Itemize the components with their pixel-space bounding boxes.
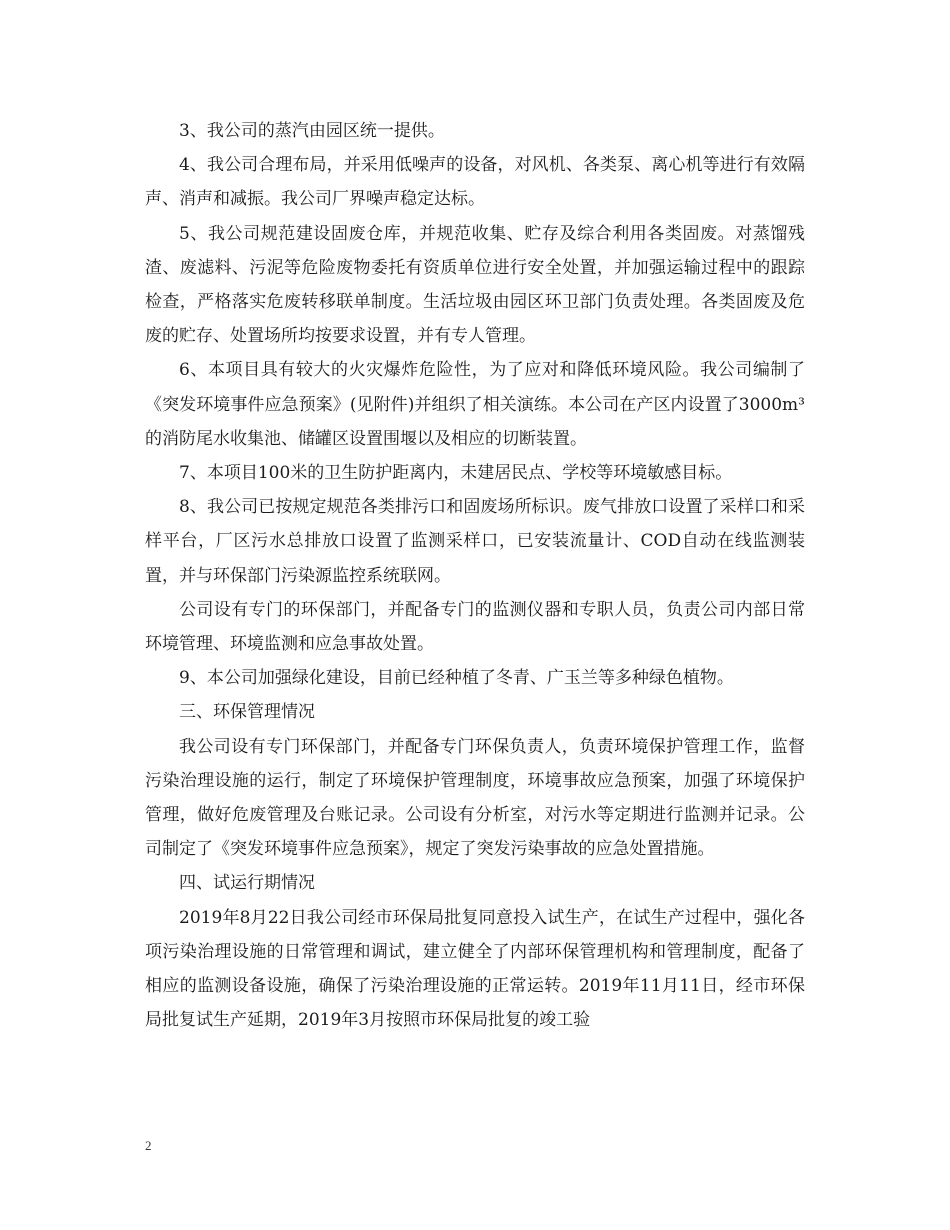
document-body (145, 114, 805, 1037)
paragraph-item-7-protection-distance: 7、本项目100米的卫生防护距离内，未建居民点、学校等环境敏感目标。 (179, 463, 733, 484)
paragraph-env-department: 公司设有专门的环保部门，并配备专门的监测仪器和专职人员，负责公司内部日常环境管理、环境监测和应急事故处置。 (145, 599, 805, 655)
paragraph-item-9-greening: 9、本公司加强绿化建设，目前已经种植了冬青、广玉兰等多种绿色植物。 (179, 668, 734, 689)
paragraph-item-8-outlets: 8、我公司已按规定规范各类排污口和固废场所标识。废气排放口设置了采样口和采样平台，厂区污水总排放口设置了监测采样口，已安装流量计、COD自动在线监测装置，并与环保部门污染源监控系统联网。 (145, 497, 805, 586)
paragraph-item-4-noise: 4、我公司合理布局，并采用低噪声的设备，对风机、各类泵、离心机等进行有效隔声、消声和减振。我公司厂界噪声稳定达标。 (145, 155, 805, 210)
paragraph-trial-operation: 2019年8月22日我公司经市环保局批复同意投入试生产，在试生产过程中，强化各项污染治理设施的日常管理和调试，建立健全了内部环保管理机构和管理制度，配备了相应的监测设备设施，确保了污染治理设施的正常运转。2019年11月11日，经市环保局批复试生产延期，2019年3月按照市环保局批复的竣工验 (145, 907, 805, 1031)
paragraph-item-3-steam: 3、我公司的蒸汽由园区统一提供。 (179, 121, 445, 141)
section-heading-env-management: 三、环保管理情况 (179, 702, 315, 723)
section-heading-trial-operation: 四、试运行期情况 (179, 873, 315, 894)
page-number: 2 (145, 1138, 152, 1153)
paragraph-env-management: 我公司设有专门环保部门，并配备专门环保负责人，负责环境保护管理工作，监督污染治理设施的运行，制定了环境保护管理制度，环境事故应急预案，加强了环境保护管理，做好危废管理及台账记录。公司设有分析室，对污水等定期进行监测并记录。公司制定了《突发环境事件应急预案》，规定了突发污染事故的应急处置措施。 (145, 736, 805, 860)
paragraph-item-6-fire-risk: 6、本项目具有较大的火灾爆炸危险性，为了应对和降低环境风险。我公司编制了《突发环境事件应急预案》(见附件)并组织了相关演练。本公司在产区内设置了3000m³ 的消防尾水收集池、储罐区设置围堰以及相应的切断装置。 (145, 360, 805, 449)
paragraph-item-5-solid-waste: 5、我公司规范建设固废仓库，并规范收集、贮存及综合利用各类固废。对蒸馏残渣、废滤料、污泥等危险废物委托有资质单位进行安全处置，并加强运输过程中的跟踪检查，严格落实危废转移联单制度。生活垃圾由园区环卫部门负责处理。各类固废及危废的贮存、处置场所均按要求设置，并有专人管理。 (145, 223, 805, 347)
